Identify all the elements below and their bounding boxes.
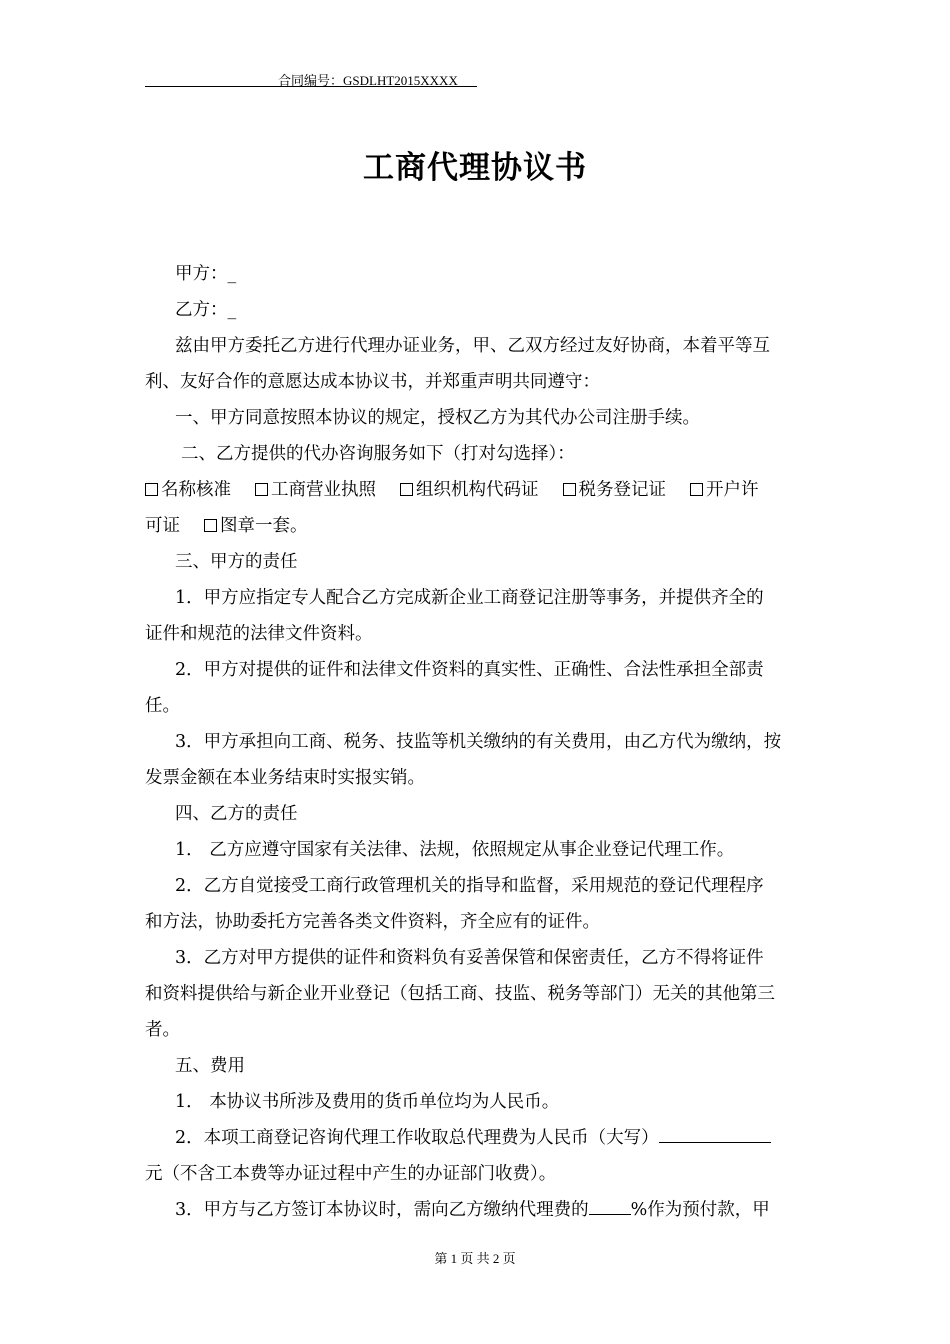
section-5-item-3-line-1 [145, 1192, 809, 1228]
option-bank-account-cont: 可证 [145, 516, 180, 536]
section-4-item-3-line-1: 3．乙方对甲方提供的证件和资料负有妥善保管和保密责任，乙方不得将证件 [175, 948, 764, 968]
contract-number: 合同编号：GSDLHT2015XXXX [278, 73, 458, 88]
option-tax-registration[interactable]: 税务登记证 [563, 480, 667, 500]
page-footer: 第 1 页 共 2 页 [434, 1251, 516, 1266]
section-5-item-2-text: 2．本项工商登记咨询代理工作收取总代理费为人民币（大写） [175, 1128, 659, 1148]
checkbox-icon[interactable] [563, 483, 576, 496]
option-org-code[interactable]: 组织机构代码证 [400, 480, 539, 500]
section-3-item-3-line-1: 3．甲方承担向工商、税务、技监等机关缴纳的有关费用，由乙方代为缴纳，按 [175, 732, 782, 752]
section-4-item-3-line-3: 者。 [145, 1020, 180, 1040]
intro-line-1: 兹由甲方委托乙方进行代理办证业务，甲、乙双方经过友好协商，本着平等互 [175, 336, 770, 356]
document-body [145, 256, 809, 1228]
service-options-line-2 [145, 508, 809, 544]
prepayment-percent-blank[interactable] [589, 1196, 631, 1215]
option-business-license[interactable]: 工商营业执照 [255, 480, 376, 500]
option-name-approval[interactable]: 名称核准 [145, 480, 231, 500]
section-3-item-2-line-1: 2．甲方对提供的证件和法律文件资料的真实性、正确性、合法性承担全部责 [175, 660, 764, 680]
section-5-item-2-line-2: 元（不含工本费等办证过程中产生的办证部门收费）。 [145, 1164, 557, 1184]
section-4-item-2-line-2: 和方法，协助委托方完善各类文件资料，齐全应有的证件。 [145, 912, 600, 932]
intro-line-2: 利、友好合作的意愿达成本协议书，并郑重声明共同遵守： [145, 372, 600, 392]
section-4-heading: 四、乙方的责任 [175, 804, 298, 824]
option-bank-account[interactable]: 开户许 [690, 480, 759, 500]
section-5-heading: 五、费用 [175, 1056, 245, 1076]
checkbox-icon[interactable] [145, 483, 158, 496]
section-5-item-2-line-1 [145, 1120, 809, 1156]
checkbox-icon[interactable] [690, 483, 703, 496]
section-4-item-3-line-2: 和资料提供给与新企业开业登记（包括工商、技监、税务等部门）无关的其他第三 [145, 984, 775, 1004]
checkbox-icon[interactable] [400, 483, 413, 496]
party-a-line: 甲方：_ [175, 264, 237, 284]
checkbox-icon[interactable] [204, 519, 217, 532]
fee-amount-blank[interactable] [659, 1124, 771, 1143]
section-4-item-1: 1． 乙方应遵守国家有关法律、法规，依照规定从事企业登记代理工作。 [175, 840, 735, 860]
section-3-item-3-line-2: 发票金额在本业务结束时实报实销。 [145, 768, 425, 788]
section-3-item-1-line-1: 1．甲方应指定专人配合乙方完成新企业工商登记注册等事务，并提供齐全的 [175, 588, 764, 608]
section-5-item-1: 1． 本协议书所涉及费用的货币单位均为人民币。 [175, 1092, 560, 1112]
section-3-item-2-line-2: 任。 [145, 696, 180, 716]
party-b-line: 乙方：_ [175, 300, 237, 320]
document-title: 工商代理协议书 [363, 150, 587, 186]
section-5-item-3-text: 3．甲方与乙方签订本协议时，需向乙方缴纳代理费的 [175, 1200, 589, 1220]
section-3-heading: 三、甲方的责任 [175, 552, 298, 572]
service-options-line-1 [145, 472, 809, 508]
clause-1: 一、甲方同意按照本协议的规定，授权乙方为其代办公司注册手续。 [175, 408, 700, 428]
clause-2: 二、乙方提供的代办咨询服务如下（打对勾选择）： [181, 444, 575, 464]
section-4-item-2-line-1: 2．乙方自觉接受工商行政管理机关的指导和监督，采用规范的登记代理程序 [175, 876, 764, 896]
section-5-item-3-text-end: %作为预付款，甲 [630, 1200, 770, 1220]
section-3-item-1-line-2: 证件和规范的法律文件资料。 [145, 624, 373, 644]
option-seal-set[interactable]: 图章一套。 [204, 516, 308, 536]
checkbox-icon[interactable] [255, 483, 268, 496]
